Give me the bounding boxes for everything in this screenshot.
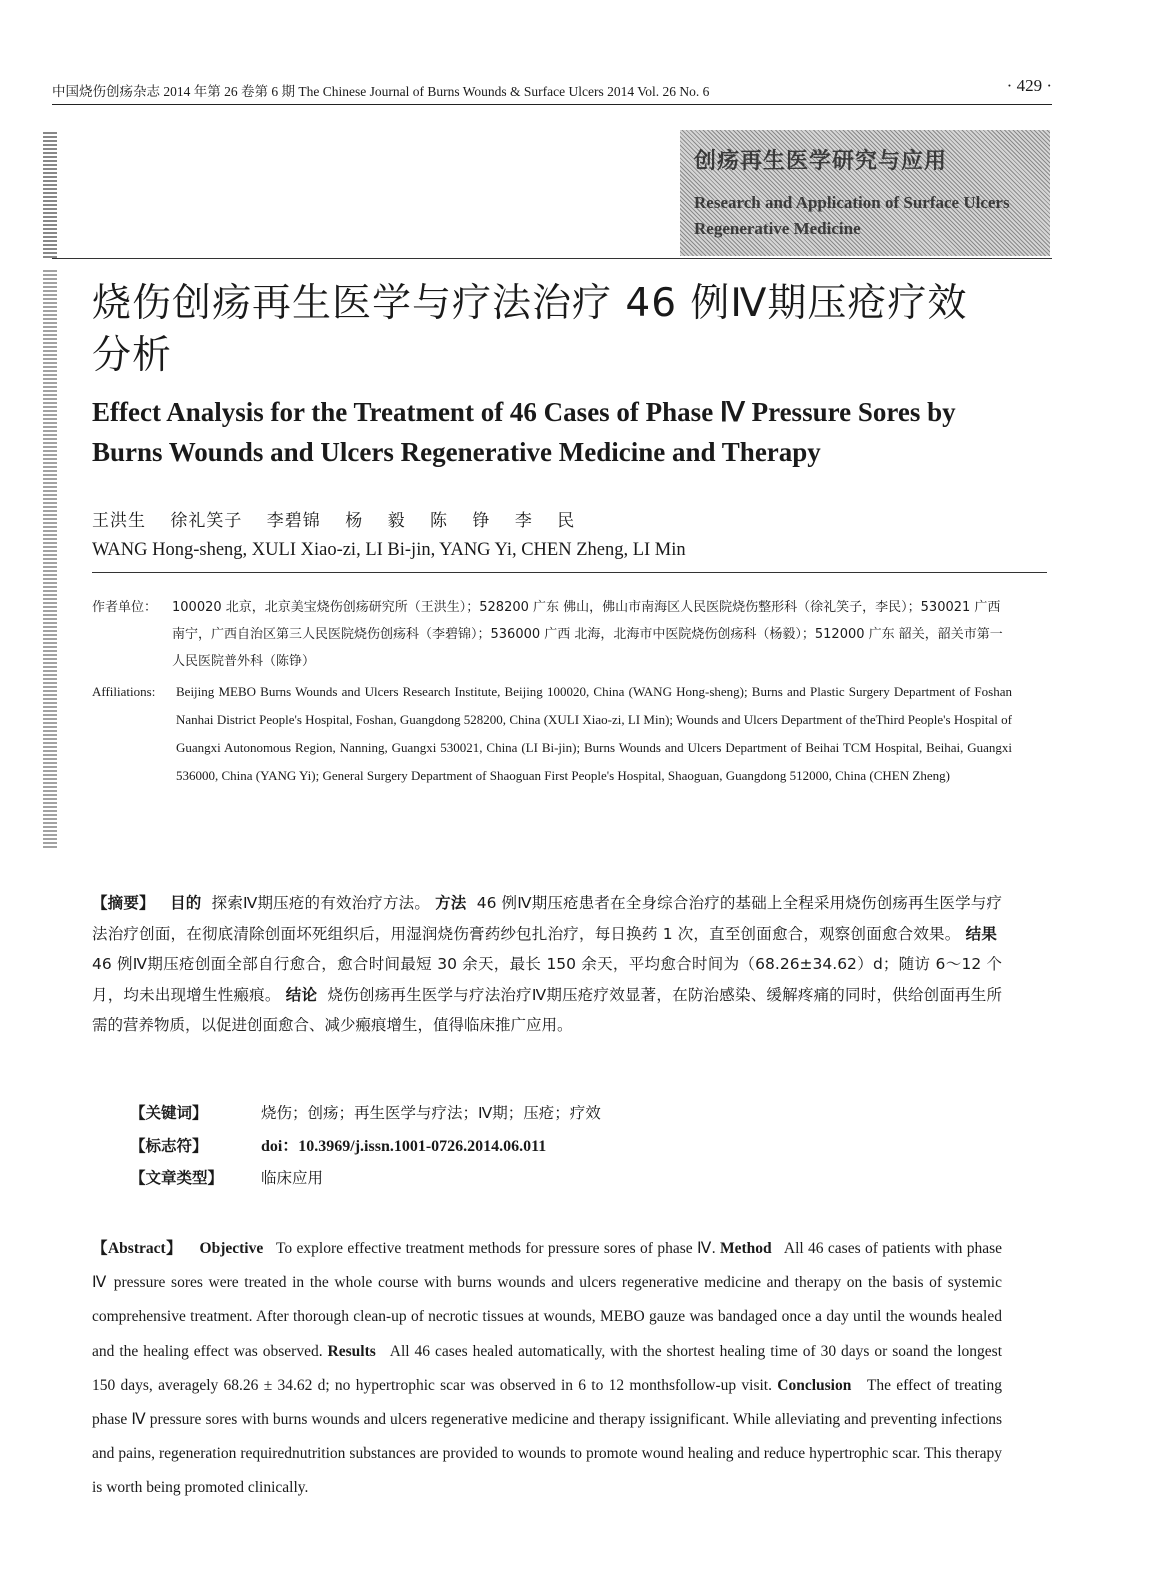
binding-strip xyxy=(43,270,57,850)
abstract-en-method-tag: Method xyxy=(720,1240,772,1257)
abstract-cn-objective: 探索Ⅳ期压疮的有效治疗方法。 xyxy=(211,894,430,912)
abstract-cn-objective-tag: 目的 xyxy=(170,894,202,912)
running-header xyxy=(52,78,1052,104)
abstract-en-results: All 46 cases healed automatically, with the shortest healing time of 30 days or soand the longest 150 days, averagely 68.26 ± 34.62 d; no hypertrophic scar was observed in 6 to 12 monthsfollow-up visit. xyxy=(92,1342,1003,1394)
affiliations-en-text: Beijing MEBO Burns Wounds and Ulcers Research Institute, Beijing 100020, China (WANG Hong-sheng); Burns and Plastic Surgery Department of Foshan Nanhai District People's Hospital, Foshan, Guangdong 528200, China (XULI Xiao-zi, LI Min); Wounds and Ulcers Department of theThird People's Hospital of Guangxi Autonomous Region, Nanning, Guangxi 530021, China (LI Bi-jin); Burns Wounds and Ulcers Department of Beihai TCM Hospital, Beihai, Guangxi 536000, China (YANG Yi); General Surgery Department of Shaoguan First People's Hospital, Shaoguan, Guangdong 512000, China (CHEN Zheng) xyxy=(176,684,1012,783)
abstract-english xyxy=(92,1232,1002,1506)
abstract-en-conclusion: The effect of treating phase Ⅳ pressure sores with burns wounds and ulcers regenerative medicine and therapy issignificant. While alleviating and preventing infections and pains, regeneration requirednutrition substances are provided to wounds to promote wound healing and reduce hypertrophic scar. This therapy is worth being promoted clinically. xyxy=(92,1376,1002,1497)
authors-english: WANG Hong-sheng, XULI Xiao-zi, LI Bi-jin, YANG Yi, CHEN Zheng, LI Min xyxy=(92,540,686,560)
abstract-cn-conclusion-tag: 结论 xyxy=(285,985,318,1004)
affiliations-cn-text: 100020 北京，北京美宝烧伤创疡研究所（王洪生）；528200 广东 佛山，佛山市南海区人民医院烧伤整形科（徐礼笑子，李民）；530021 广西 南宁，广西自治区第三人民医院烧伤创疡科（李碧锦）；536000 广西 北海，北海市中医院烧伤创疡科（杨毅）；512000 广东 韶关，韶关市第一人民医院普外科（陈铮） xyxy=(172,600,1003,669)
authors-rule xyxy=(92,572,1047,573)
abstract-en-results-tag: Results xyxy=(327,1342,376,1360)
keywords-value: 烧伤；创疡；再生医学与疗法；Ⅳ期；压疮；疗效 xyxy=(260,1104,601,1122)
affiliations-en-label: Affiliations: xyxy=(92,684,156,699)
abstract-cn-conclusion: 烧伤创疡再生医学与疗法治疗Ⅳ期压疮疗效显著，在防治感染、缓解疼痛的同时，供给创面再生所需的营养物质，以促进创面愈合、减少瘢痕增生，值得临床推广应用。 xyxy=(92,985,1002,1034)
article-type-row xyxy=(130,1166,323,1188)
header-rule xyxy=(52,104,1052,105)
keywords-label: 【关键词】 xyxy=(130,1104,208,1122)
abstract-chinese xyxy=(92,888,1002,1041)
column-banner xyxy=(680,130,1050,256)
abstract-en-label: 【Abstract】 xyxy=(92,1240,183,1257)
abstract-cn-label: 【摘要】 xyxy=(92,894,155,912)
binding-strip-top xyxy=(43,132,57,258)
banner-rule xyxy=(52,258,1052,259)
doi-row xyxy=(130,1133,546,1156)
article-type-label: 【文章类型】 xyxy=(130,1169,224,1187)
abstract-en-conclusion-tag: Conclusion xyxy=(777,1376,852,1394)
authors-chinese: 王洪生 徐礼笑子 李碧锦 杨 毅 陈 铮 李 民 xyxy=(92,511,576,531)
column-banner-en: Research and Application of Surface Ulcers Regenerative Medicine xyxy=(694,193,1010,238)
column-banner-cn: 创疡再生医学研究与应用 xyxy=(694,148,948,174)
abstract-cn-results-tag: 结果 xyxy=(965,924,998,943)
doi-value: doi：10.3969/j.issn.1001-0726.2014.06.011 xyxy=(260,1138,547,1155)
page-number: · 429 · xyxy=(1006,76,1052,95)
abstract-en-method: All 46 cases of patients with phase Ⅳ pressure sores were treated in the whole course with burns wounds and ulcers regenerative medicine and therapy on the basis of systemic comprehensive treatment. After thorough clean-up of necrotic tissues at wounds, MEBO gauze was bandaged once a day until the wounds healed and the healing effect was observed. xyxy=(92,1240,1003,1360)
abstract-en-objective: To explore effective treatment methods for pressure sores of phase Ⅳ. xyxy=(276,1240,716,1257)
keywords-row xyxy=(130,1101,601,1123)
affiliations-chinese xyxy=(92,594,1012,669)
title-chinese: 烧伤创疡再生医学与疗法治疗 46 例Ⅳ期压疮疗效分析 xyxy=(92,281,968,378)
affiliations-cn-label: 作者单位： xyxy=(92,600,158,615)
article-type-value: 临床应用 xyxy=(260,1169,323,1187)
abstract-cn-method-tag: 方法 xyxy=(435,894,467,912)
title-english: Effect Analysis for the Treatment of 46 Cases of Phase Ⅳ Pressure Sores by Burns Wounds and Ulcers Regenerative Medicine and Therapy xyxy=(92,397,956,467)
abstract-cn-method: 46 例Ⅳ期压疮患者在全身综合治疗的基础上全程采用烧伤创疡再生医学与疗法治疗创面，在彻底清除创面坏死组织后，用湿润烧伤膏药纱包扎治疗，每日换药 1 次，直至创面愈合，观察创面愈合效果。 xyxy=(92,894,1002,943)
journal-header: 中国烧伤创疡杂志 2014 年第 26 卷第 6 期 The Chinese Journal of Burns Wounds & Surface Ulcers 2014 Vol. 26 No. 6 xyxy=(52,84,710,99)
doi-label: 【标志符】 xyxy=(130,1137,208,1155)
abstract-cn-results: 46 例Ⅳ期压疮创面全部自行愈合，愈合时间最短 30 余天，最长 150 余天，平均愈合时间为（68.26±34.62）d；随访 6～12 个月，均未出现增生性瘢痕。 xyxy=(92,955,1002,1004)
abstract-en-objective-tag: Objective xyxy=(199,1240,264,1257)
